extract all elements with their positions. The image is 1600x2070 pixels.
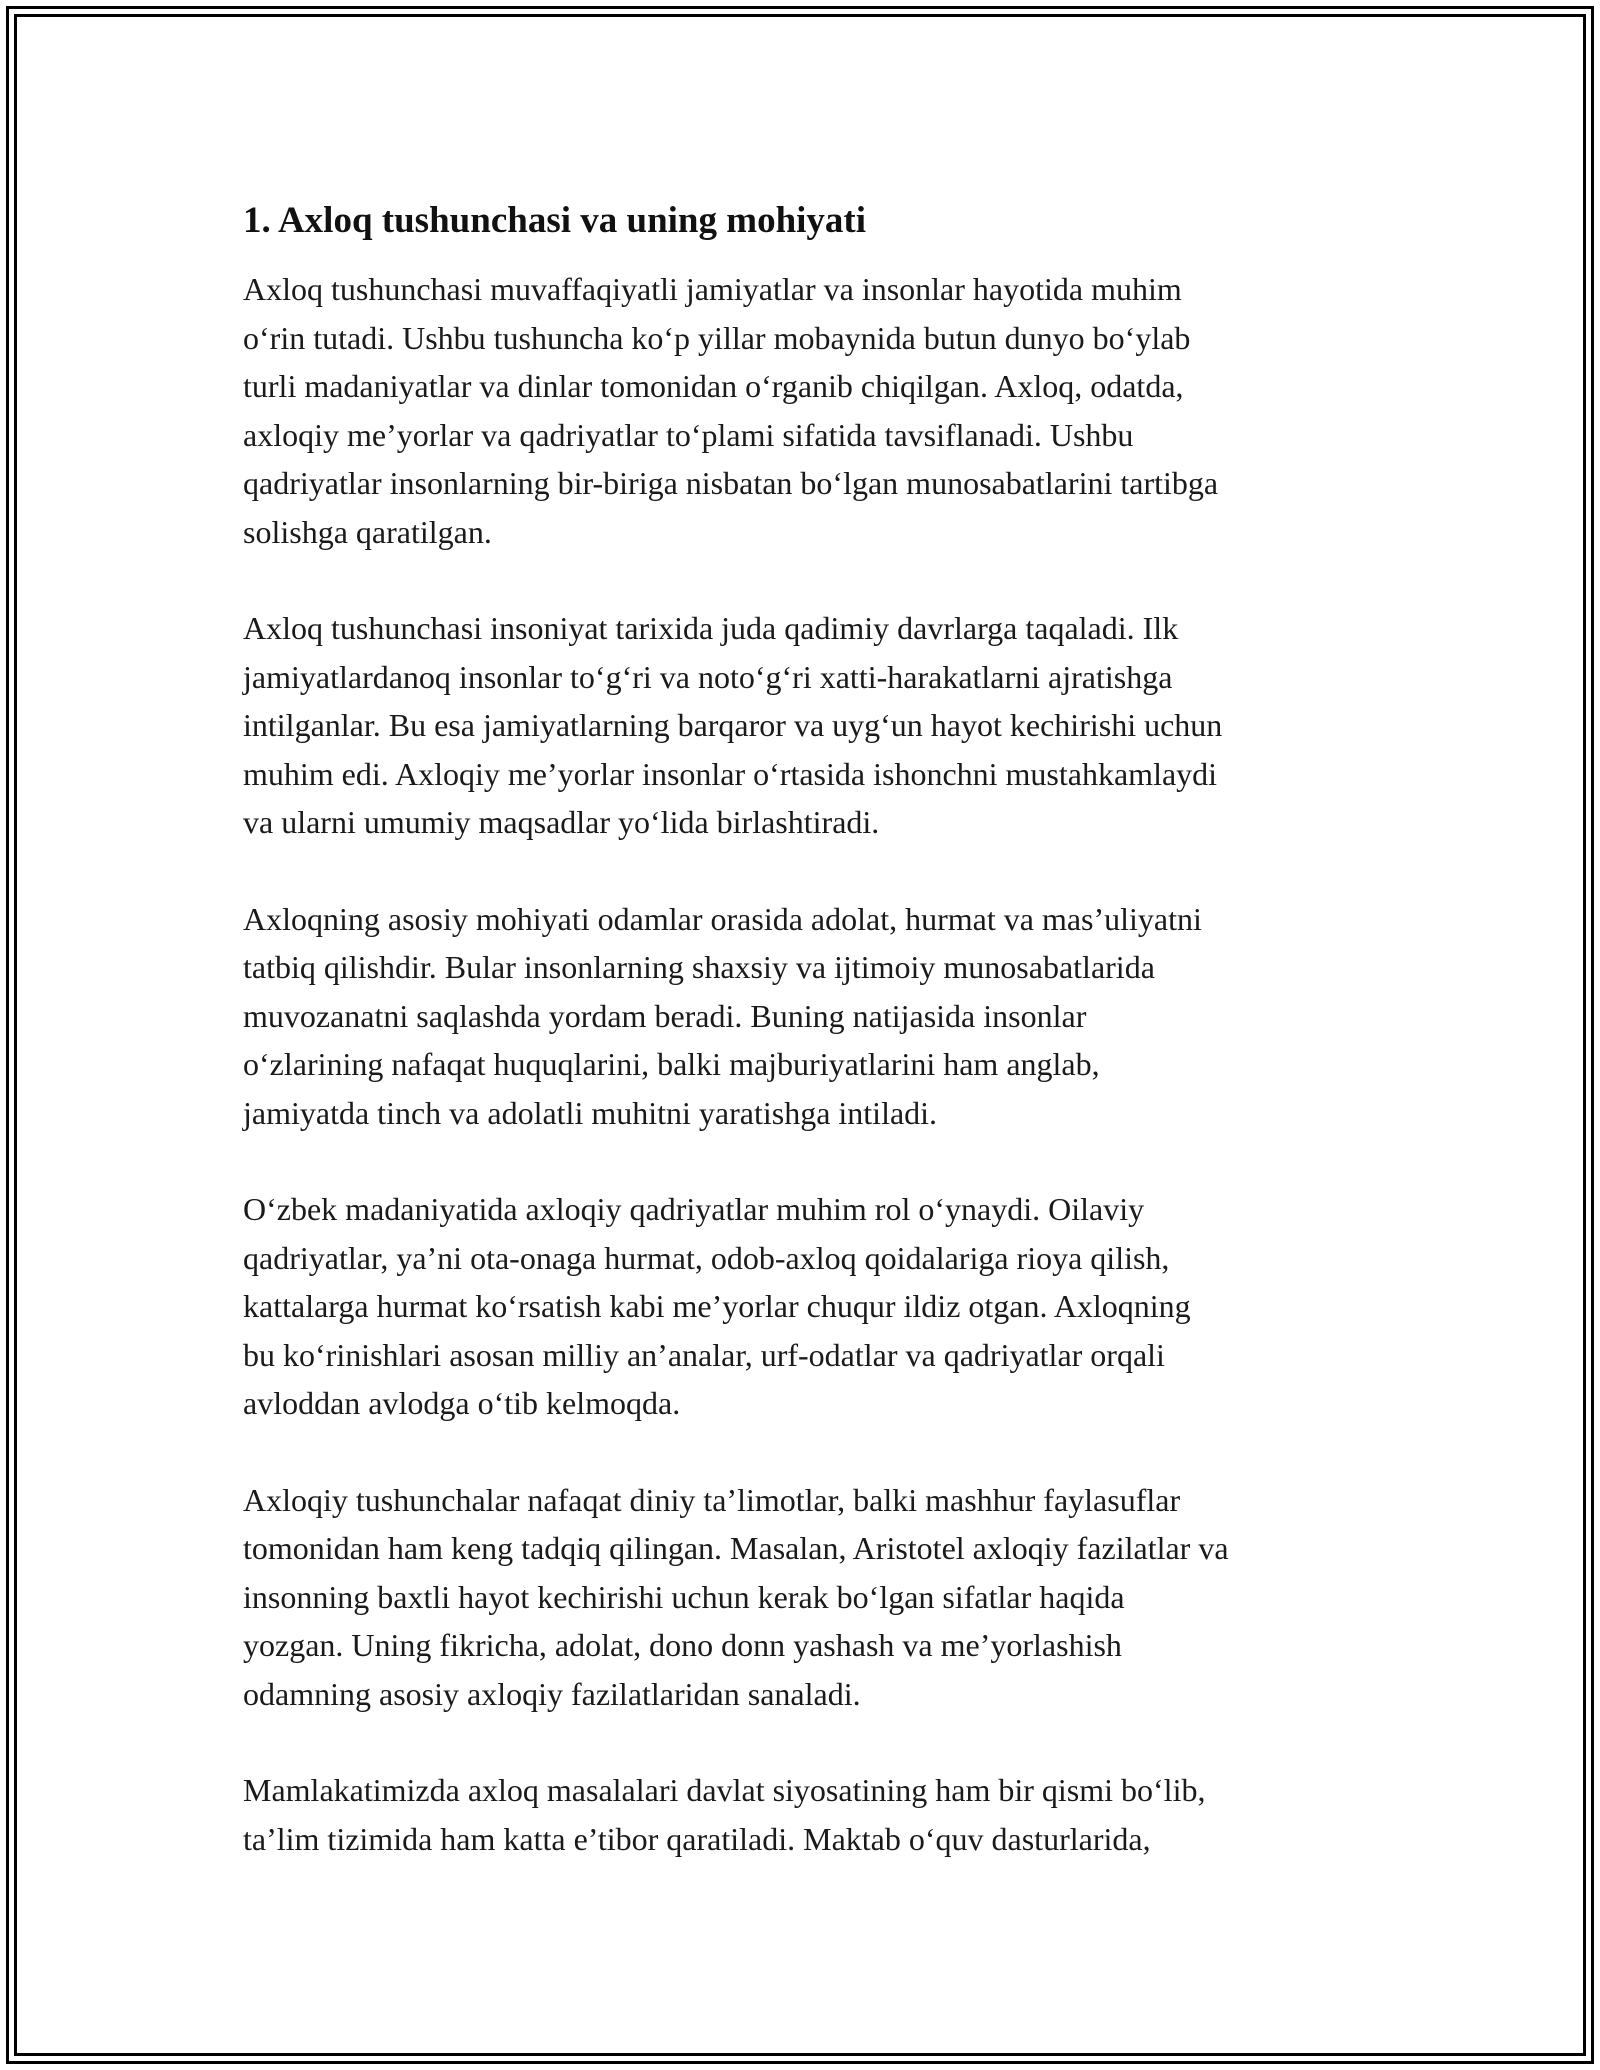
- paragraph-line: tomonidan ham keng tadqiq qilingan. Masalan, Aristotel axloqiy fazilatlar va: [243, 1530, 1229, 1566]
- paragraph-line: jamiyatda tinch va adolatli muhitni yaratishga intiladi.: [243, 1094, 938, 1131]
- paragraph-line: Axloqiy tushunchalar nafaqat diniy ta’limotlar, balki mashhur faylasuflar: [243, 1481, 1181, 1518]
- paragraph-line: jamiyatlardanoq insonlar to‘g‘ri va noto‘g‘ri xatti-harakatlarni ajratishga: [243, 658, 1173, 695]
- paragraph: [243, 895, 1403, 1138]
- paragraph-line: avloddan avlodga o‘tib kelmoqda.: [243, 1385, 681, 1421]
- paragraph-line: qadriyatlar, ya’ni ota-onaga hurmat, odob-axloq qoidalariga rioya qilish,: [243, 1239, 1170, 1276]
- paragraph-line: o‘zlarining nafaqat huquqlarini, balki majburiyatlarini ham anglab,: [243, 1046, 1100, 1082]
- paragraph-line: tatbiq qilishdir. Bular insonlarning shaxsiy va ijtimoiy munosabatlarida: [243, 949, 1155, 985]
- paragraph-line: qadriyatlar insonlarning bir-biriga nisbatan bo‘lgan munosabatlarini tartibga: [243, 465, 1219, 501]
- paragraph: [243, 604, 1403, 847]
- paragraph-line: kattalarga hurmat ko‘rsatish kabi me’yorlar chuqur ildiz otgan. Axloqning: [243, 1288, 1191, 1324]
- paragraph-line: yozgan. Uning fikricha, adolat, dono donn yashash va me’yorlashish: [243, 1627, 1122, 1663]
- section-heading: 1. Axloq tushunchasi va uning mohiyati: [243, 200, 867, 241]
- paragraph-line: Mamlakatimizda axloq masalalari davlat siyosatining ham bir qismi bo‘lib,: [243, 1772, 1206, 1808]
- paragraph-line: bu ko‘rinishlari asosan milliy an’analar, urf-odatlar va qadriyatlar orqali: [243, 1336, 1165, 1373]
- paragraph-line: insonning baxtli hayot kechirishi uchun kerak bo‘lgan sifatlar haqida: [243, 1578, 1125, 1615]
- paragraph-line: ta’lim tizimida ham katta e’tibor qaratiladi. Maktab o‘quv dasturlarida,: [243, 1820, 1151, 1857]
- paragraph-line: o‘rin tutadi. Ushbu tushuncha ko‘p yillar mobaynida butun dunyo bo‘ylab: [243, 319, 1191, 356]
- paragraph: [243, 265, 1403, 556]
- paragraph-line: Axloq tushunchasi muvaffaqiyatli jamiyatlar va insonlar hayotida muhim: [243, 271, 1182, 307]
- paragraph-line: intilganlar. Bu esa jamiyatlarning barqaror va uyg‘un hayot kechirishi uchun: [243, 707, 1223, 743]
- paragraph-line: va ularni umumiy maqsadlar yo‘lida birlashtiradi.: [243, 804, 880, 840]
- paragraph: [243, 1476, 1403, 1719]
- paragraph-line: Axloq tushunchasi insoniyat tarixida juda qadimiy davrlarga taqaladi. Ilk: [243, 610, 1179, 646]
- paragraph: [243, 1766, 1403, 1863]
- page-inner-border: [14, 14, 1586, 2056]
- paragraph-line: solishga qaratilgan.: [243, 513, 492, 550]
- paragraph-line: turli madaniyatlar va dinlar tomonidan o‘rganib chiqilgan. Axloq, odatda,: [243, 368, 1184, 404]
- paragraph-line: Axloqning asosiy mohiyati odamlar orasida adolat, hurmat va mas’uliyatni: [243, 900, 1202, 937]
- paragraph-list: [243, 265, 1403, 1863]
- paragraph-line: axloqiy me’yorlar va qadriyatlar to‘plami sifatida tavsiflanadi. Ushbu: [243, 416, 1134, 453]
- paragraph-line: muvozanatni saqlashda yordam beradi. Buning natijasida insonlar: [243, 997, 1087, 1034]
- paragraph-line: muhim edi. Axloqiy me’yorlar insonlar o‘rtasida ishonchni mustahkamlaydi: [243, 755, 1218, 792]
- page-outer-border: [6, 6, 1594, 2064]
- paragraph: [243, 1185, 1403, 1428]
- document-body: [243, 197, 1403, 1863]
- paragraph-line: odamning asosiy axloqiy fazilatlaridan sanaladi.: [243, 1675, 861, 1712]
- paragraph-line: O‘zbek madaniyatida axloqiy qadriyatlar muhim rol o‘ynaydi. Oilaviy: [243, 1191, 1145, 1227]
